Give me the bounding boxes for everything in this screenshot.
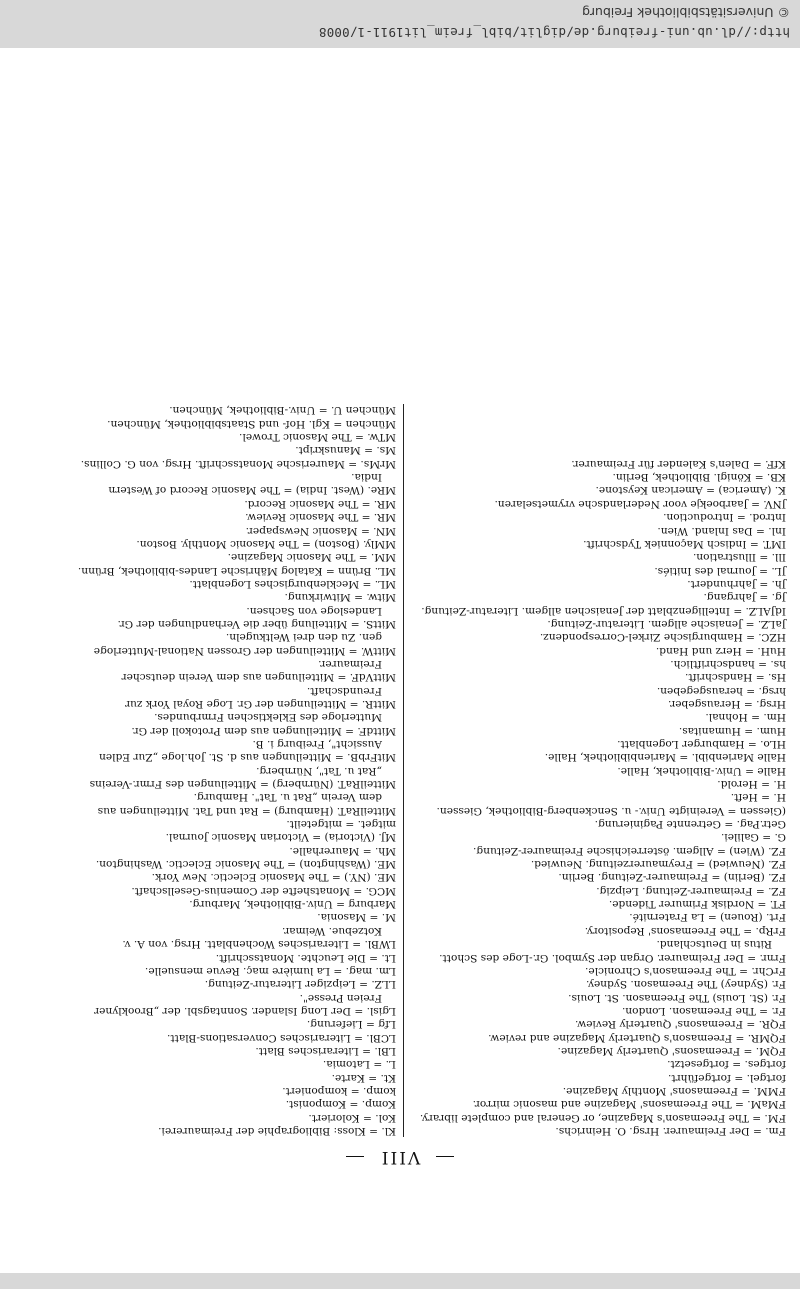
- header-bar: [0, 1273, 800, 1289]
- abbreviation-entry: Hum. = Humanitas.: [678, 724, 786, 737]
- abbreviation-entry: Komp. = Komponist.: [285, 1098, 396, 1111]
- abbreviation-entry: fortges. = fortgesetzt.: [667, 1058, 786, 1071]
- abbreviation-entry: G. = Galilei.: [720, 831, 786, 844]
- abbreviation-entry: HLo. = Hamburger Logenblatt.: [617, 738, 786, 751]
- abbreviation-entry: Kol. = Koloriert.: [308, 1111, 396, 1124]
- abbreviation-entry: hs. = handschriftlich.: [670, 657, 786, 670]
- abbreviation-entry: ML. Brünn = Katalog Mährische Landes-bibliothek, Brünn.: [77, 564, 396, 577]
- abbreviation-entry: (Giessen = Vereinigte Univ.- u. Senckenberg-Bibliothek, Giessen.: [436, 804, 786, 817]
- abbreviation-entry: MR. = The Masonic Record.: [244, 497, 396, 510]
- abbreviation-entry: Getr.Pag. = Getrennte Paginierung.: [594, 818, 786, 831]
- abbreviation-entry: LBl. = Literarisches Blatt.: [255, 1044, 396, 1057]
- abbreviation-entry: FMM. = Freemasons' Monthly Magazine.: [562, 1084, 786, 1097]
- abbreviation-entry: MMly. (Boston) = The Masonic Monthly. Boston.: [136, 537, 396, 550]
- abbreviation-entry: mitget. = mitgeteilt.: [286, 818, 396, 831]
- abbreviation-entry: Fm. = Der Freimaurer. Hrsg. O. Heinrichs.: [555, 1125, 786, 1137]
- abbreviation-entry: Jh. = Jahrhundert.: [687, 577, 786, 590]
- abbreviation-entry: Mitw. = Mitwirkung.: [284, 591, 396, 604]
- abbreviation-entry: KB. = Königl. Bibliothek, Berlin.: [612, 471, 786, 484]
- abbreviation-entry: JaLZ. = Jenaische allgem. Literatur-Zeitung.: [547, 617, 786, 630]
- abbreviation-entry: Marburg = Univ.-Bibliothek, Marburg.: [189, 898, 396, 911]
- abbreviation-entry: MittS. = Mitteilung über die Verhandlungen der Gr. Landesloge von Sachsen.: [117, 604, 396, 630]
- abbreviation-entry: FMaM. = The Freemasons' Magazine and masonic mirror.: [472, 1098, 786, 1111]
- abbreviation-entry: MittdF. = Mitteilungen aus dem Protokoll der Gr. Mutterloge des Eklektischen Frmrbundes.: [131, 711, 396, 737]
- abbreviation-entry: München = Kgl. Hof- und Staatsbibliothek, München.: [107, 417, 396, 430]
- abbreviation-entry: Fr. = The Freemason. London.: [621, 1004, 786, 1017]
- abbreviation-entry: H. = Herold.: [717, 778, 786, 791]
- abbreviation-entry: MRe. (West. India) = The Masonic Record of Western India.: [108, 471, 396, 497]
- abbreviation-entry: Hs. = Handschrift.: [684, 671, 786, 684]
- abbreviation-entry: Lt. = Die Leuchte. Monatsschrift.: [215, 951, 396, 964]
- abbreviation-entry: IMT. = Indisch Maçonniek Tydschrift.: [583, 537, 786, 550]
- abbreviation-entry: FZ. (Neuwied) = Freymaurerzeitung. Neuwied.: [530, 858, 786, 871]
- abbreviation-entry: Kt. = Karte.: [331, 1071, 396, 1084]
- abbreviation-entry: Ms. = Manuskript.: [295, 444, 396, 457]
- abbreviation-entry: MitFrbB. = Mitteilungen aus d. St. Joh.loge „Zur Edlen Aussicht", Freiburg i. B.: [99, 738, 396, 764]
- abbreviation-entry: Halle Marienbibl. = Marienbibliothek, Halle.: [544, 751, 786, 764]
- abbreviation-entry: Fr. (Sydney) The Freemason. Sydney.: [586, 978, 786, 991]
- abbreviation-entry: MJ. (Victoria) = Victorian Masonic Journal.: [165, 831, 396, 844]
- abbreviation-entry: FrChr. = The Freemason's Chronicle.: [585, 964, 786, 977]
- abbreviation-entry: ME. (NY.) = The Masonic Eclectic. New York.: [151, 871, 396, 884]
- abbreviation-entry: HZC. = Hamburgische Zirkel-Correspondenz.: [539, 631, 786, 644]
- abbreviation-entry: FZ. = Freimaurer-Zeitung. Leipzig.: [596, 884, 786, 897]
- abbreviation-entry: Hm. = Hohnal.: [705, 711, 786, 724]
- abbreviation-entry: MittR. = Mitteilungen der Gr. Loge Royal York zur Freundschaft.: [125, 684, 396, 710]
- abbreviation-entry: Mh. = Maurerhalle.: [289, 844, 396, 857]
- abbreviation-entry: Inl. = Das Inland. Wien.: [657, 524, 786, 537]
- abbreviation-entry: MittVdF. = Mitteilungen aus dem Verein deutscher Freimaurer.: [121, 657, 396, 684]
- abbreviation-entry: komp. = komponiert.: [282, 1084, 396, 1097]
- abbreviation-entry: FQM. = Freemasons' Quarterly Magazine.: [557, 1044, 786, 1057]
- abbreviation-entry: Introd. = Introduction.: [663, 511, 786, 524]
- abbreviation-entry: Kl. = Kloss: Bibliographie der Freimaurerei.: [158, 1125, 396, 1137]
- abbreviation-entry: FT. = Nordisk Frimurer Tidende.: [608, 898, 786, 911]
- abbreviation-entry: hrsg. = herausgegeben.: [656, 684, 786, 697]
- source-url[interactable]: http://dl.ub.uni-freiburg.de/diglit/bibl_freim_lit1911-1/0008: [318, 25, 790, 40]
- abbreviation-entry: MrMs. = Maurerische Monatsschrift. Hrsg. von G. Collins.: [80, 457, 396, 470]
- abbreviation-entry: FZ. (Berlin) = Freimaurer-Zeitung. Berlin.: [558, 871, 786, 884]
- abbreviation-entry: LWBl. = Literarisches Wochenblatt. Hrsg. von A. v. Kotzebue. Weimar.: [122, 924, 396, 951]
- footer-bar: [0, 0, 800, 48]
- abbreviation-entry: MCG. = Monatshefte der Comenius-Gesellschaft.: [131, 884, 396, 897]
- abbreviation-entry: FQMR. = Freemason's Quarterly Magazine and review.: [488, 1031, 786, 1044]
- abbreviation-entry: MittW. = Mitteilungen der Grossen National-Mutterloge gen. Zu den drei Weltkugeln.: [93, 631, 396, 657]
- abbreviations-left-column: [414, 456, 786, 1137]
- abbreviation-entry: K. (America) = American Keystone.: [595, 484, 786, 497]
- abbreviation-entry: ML. = Mecklenburgisches Logenblatt.: [189, 577, 396, 590]
- abbreviation-entry: Ill. = Illustration.: [692, 551, 786, 564]
- abbreviations-right-column: [76, 403, 396, 1137]
- abbreviation-entry: LLZ. = Leipziger Literatur-Zeitung.: [204, 978, 396, 991]
- abbreviation-entry: MTw. = The Masonic Trowel.: [239, 431, 396, 444]
- abbreviation-entry: FM. = The Freemason's Magazine, or General and complete library.: [419, 1111, 786, 1124]
- abbreviation-entry: FrRp. = The Freemasons' Repository.: [584, 924, 786, 937]
- page-number: VIII: [0, 1147, 800, 1167]
- abbreviation-entry: Frnr. = Der Freimaurer. Organ der Symbol. Gr.-Loge des Schott. Ritus in Deutschland.: [439, 938, 786, 964]
- abbreviation-entry: Jg. = Jahrgang.: [703, 591, 786, 604]
- abbreviation-entry: Lgisl. = Der Long Islander. Sonntagsbl. der „Brooklyner Freien Presse".: [94, 991, 396, 1017]
- abbreviation-entry: JNV. = Jaarboekje voor Nederlandsche vrymetselaren.: [494, 497, 786, 510]
- abbreviation-entry: L. = Latomia.: [322, 1058, 396, 1071]
- abbreviation-entry: Fr. (St. Louis) The Freemason. St. Louis.: [568, 991, 786, 1004]
- abbreviation-entry: H. = Heft.: [730, 791, 786, 804]
- abbreviation-entry: MR. = The Masonic Review.: [245, 511, 396, 524]
- abbreviation-entry: FZ. (Wien) = Allgem. österreichische Freimaurer-Zeitung.: [473, 844, 786, 857]
- abbreviation-entry: HuH. = Herz und Hand.: [655, 644, 786, 657]
- column-divider: [403, 404, 404, 1137]
- abbreviation-entry: München U. = Univ.-Bibliothek, München.: [169, 404, 396, 417]
- abbreviation-entry: MitteilRaT. (Hamburg) = Rat und Tat. Mitteilungen aus dem Verein „Rat u. Tat". Hamburg.: [97, 791, 396, 817]
- abbreviation-entry: KfF. = Dalen's Kalender für Freimaurer.: [571, 457, 786, 470]
- abbreviation-entry: Halle = Univ.-Bibliothek, Halle.: [617, 764, 786, 777]
- copyright-notice: © Universitätsbibliothek Freiburg: [582, 5, 790, 20]
- abbreviation-entry: Hrsg. = Herausgeber.: [667, 698, 786, 710]
- abbreviation-entry: M. = Masonia.: [317, 911, 396, 924]
- abbreviation-entry: IdJALZ. = Intelligenzblatt der Jenaischen allgem. Literatur-Zeitung.: [421, 604, 786, 617]
- abbreviation-entry: MN. = Masonic Newspaper.: [245, 524, 396, 537]
- abbreviation-entry: Frt. (Rouen) = La Fraternité.: [629, 911, 786, 924]
- abbreviation-entry: MM. = The Masonic Magazine.: [227, 551, 396, 564]
- abbreviation-entry: ME. (Washington) = The Masonic Eclectic. Washington.: [95, 858, 396, 871]
- abbreviation-entry: Lfg = Lieferung.: [306, 1018, 396, 1031]
- abbreviation-entry: fortgel. = fortgeführt.: [668, 1071, 786, 1084]
- abbreviation-entry: FQR. = Freemasons' Quarterly Review.: [575, 1018, 786, 1031]
- abbreviation-entry: LCBl. = Literarisches Conversations-Blatt.: [167, 1031, 396, 1044]
- abbreviation-entry: Lm. mag. = La lumière maç. Revue mensuelle.: [144, 964, 396, 977]
- abbreviation-entry: JL. = Journal des Initiés.: [654, 564, 786, 577]
- abbreviation-entry: MitteilRaT. (Nürnberg) = Mitteilungen des Frmr.-Vereins „Rat u. Tat", Nürnberg.: [89, 764, 396, 791]
